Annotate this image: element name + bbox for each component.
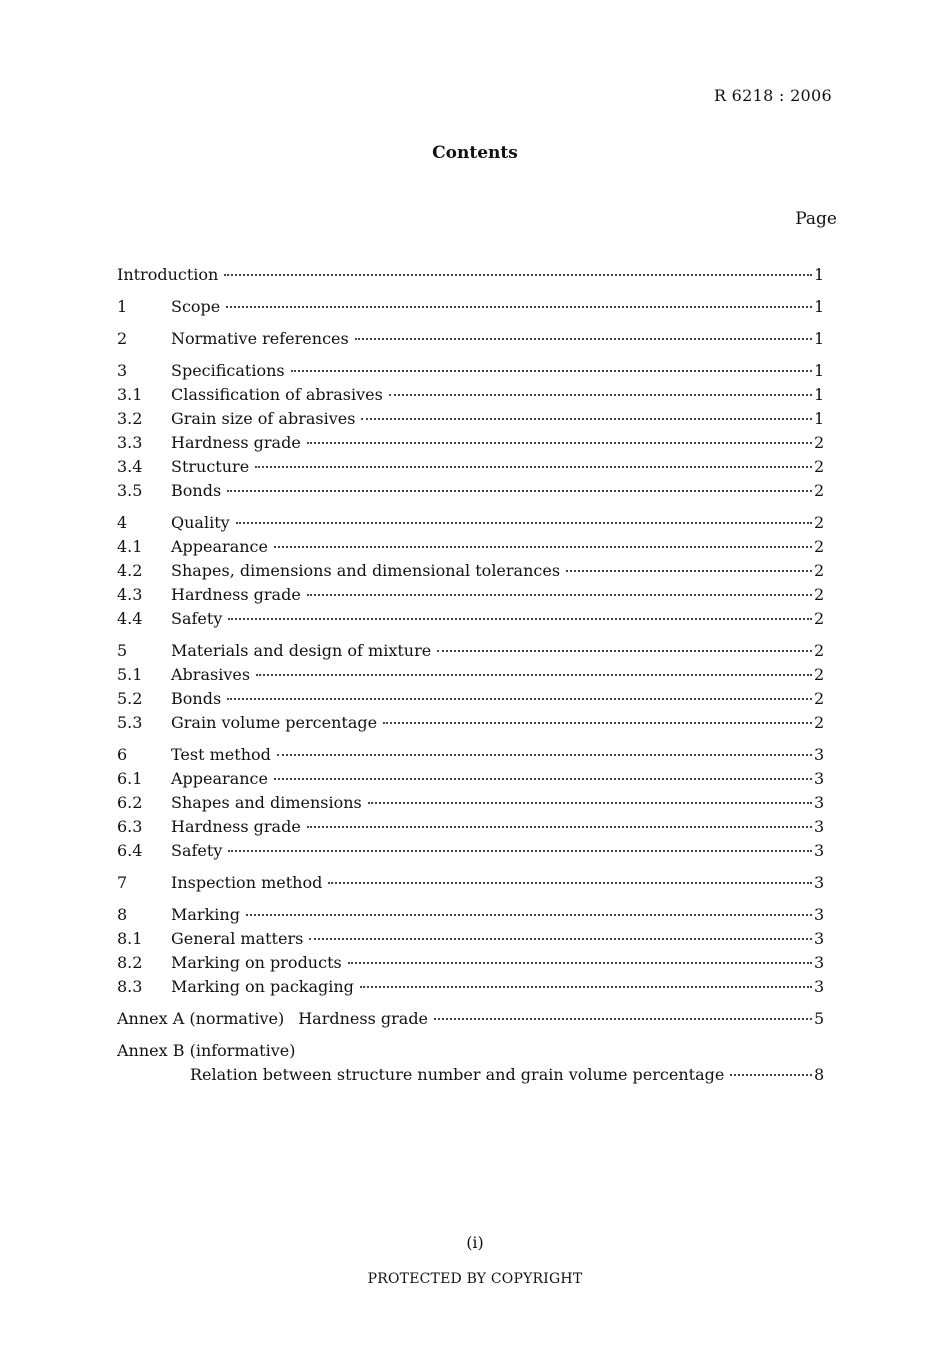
toc-entry-number: 6.4	[117, 841, 143, 860]
toc-entry-number: 4.1	[117, 537, 143, 556]
toc-entry-label: Quality	[171, 513, 230, 532]
toc-entry[interactable]	[117, 359, 824, 383]
toc-group-annex-b	[117, 1039, 824, 1087]
toc-group-7	[117, 871, 824, 895]
toc-entry-page: 2	[814, 457, 825, 476]
dot-leader	[328, 876, 812, 884]
toc-entry-number: 4	[117, 513, 128, 532]
toc-entry-label: Structure	[171, 457, 250, 476]
toc-entry-label: Marking on packaging	[171, 977, 354, 996]
toc-entry-label: Normative references	[171, 329, 349, 348]
toc-entry[interactable]	[117, 383, 824, 407]
toc-group-2	[117, 327, 824, 351]
toc-entry-label: Grain size of abrasives	[171, 409, 356, 428]
toc-entry-label: Hardness grade	[171, 817, 301, 836]
toc-entry-label: Bonds	[171, 481, 222, 500]
toc-entry[interactable]	[117, 791, 824, 815]
dot-leader	[228, 612, 812, 620]
toc-entry-label: Abrasives	[171, 665, 251, 684]
annex-label: Annex A (normative)	[117, 1009, 285, 1028]
dot-leader	[307, 588, 812, 596]
toc-entry-number: 4.2	[117, 561, 143, 580]
toc-entry-number: 8	[117, 905, 128, 924]
toc-entry-page: 2	[814, 689, 825, 708]
toc-entry-page: 1	[814, 297, 825, 316]
toc-entry[interactable]	[117, 839, 824, 863]
toc-entry[interactable]	[117, 511, 824, 535]
dot-leader	[291, 364, 812, 372]
dot-leader	[307, 436, 812, 444]
toc-entry-number: 3.4	[117, 457, 143, 476]
dot-leader	[348, 956, 812, 964]
toc-entry-label: Safety	[171, 841, 223, 860]
toc-entry-label: Safety	[171, 609, 223, 628]
annex-label: Annex B (informative)	[117, 1041, 296, 1060]
toc-entry-annex-a[interactable]	[117, 1007, 824, 1031]
toc-entry-label: Bonds	[171, 689, 222, 708]
toc-entry-label: Classification of abrasives	[171, 385, 383, 404]
toc-entry-label: Test method	[171, 745, 271, 764]
toc-entry[interactable]	[117, 295, 824, 319]
dot-leader	[355, 332, 812, 340]
table-of-contents	[117, 263, 824, 1095]
toc-group-6	[117, 743, 824, 863]
toc-entry[interactable]	[117, 711, 824, 735]
toc-group-3	[117, 359, 824, 503]
toc-entry-page: 2	[814, 665, 825, 684]
toc-entry-number: 6.2	[117, 793, 143, 812]
toc-entry-label: Appearance	[171, 537, 268, 556]
toc-entry-page: 1	[814, 409, 825, 428]
toc-entry[interactable]	[117, 903, 824, 927]
dot-leader	[228, 844, 812, 852]
dot-leader	[226, 300, 812, 308]
toc-group-5	[117, 639, 824, 735]
toc-entry-page: 2	[814, 641, 825, 660]
dot-leader	[360, 980, 812, 988]
toc-entry-label: Specifications	[171, 361, 285, 380]
toc-entry[interactable]	[117, 559, 824, 583]
toc-entry-page: 2	[814, 713, 825, 732]
toc-entry[interactable]	[117, 687, 824, 711]
toc-entry[interactable]	[117, 407, 824, 431]
toc-entry-number: 6.3	[117, 817, 143, 836]
toc-entry-page: 1	[814, 329, 825, 348]
toc-entry-number: 7	[117, 873, 128, 892]
toc-entry[interactable]	[117, 767, 824, 791]
page-title: Contents	[432, 143, 518, 163]
toc-entry-page: 5	[814, 1009, 825, 1028]
toc-entry-number: 4.3	[117, 585, 143, 604]
dot-leader	[437, 644, 812, 652]
toc-entry-page: 2	[814, 585, 825, 604]
toc-entry[interactable]	[117, 663, 824, 687]
toc-entry-page: 2	[814, 609, 825, 628]
annex-title: Hardness grade	[298, 1009, 429, 1028]
toc-entry[interactable]	[117, 607, 824, 631]
toc-entry-page: 2	[814, 481, 825, 500]
dot-leader	[227, 692, 812, 700]
toc-entry-page: 2	[814, 561, 825, 580]
toc-entry-page: 3	[814, 873, 825, 892]
dot-leader	[434, 1012, 812, 1020]
dot-leader	[227, 484, 812, 492]
document-id: R 6218 : 2006	[713, 86, 832, 105]
toc-entry-number: 4.4	[117, 609, 143, 628]
toc-entry[interactable]	[117, 975, 824, 999]
dot-leader	[730, 1068, 812, 1076]
toc-entry[interactable]	[117, 815, 824, 839]
toc-entry-label: Scope	[171, 297, 221, 316]
dot-leader	[246, 908, 812, 916]
toc-entry-number: 3.3	[117, 433, 143, 452]
toc-entry-label: Appearance	[171, 769, 268, 788]
toc-entry[interactable]	[117, 263, 824, 287]
toc-entry-number: 8.3	[117, 977, 143, 996]
toc-group-4	[117, 511, 824, 631]
toc-entry-page: 3	[814, 793, 825, 812]
toc-entry[interactable]	[117, 743, 824, 767]
dot-leader	[368, 796, 812, 804]
toc-entry-number: 6	[117, 745, 128, 764]
toc-entry-page: 2	[814, 537, 825, 556]
toc-entry[interactable]	[117, 583, 824, 607]
dot-leader	[274, 540, 812, 548]
toc-entry-label: Hardness grade	[171, 433, 301, 452]
page-number: (i)	[466, 1233, 484, 1252]
dot-leader	[389, 388, 812, 396]
dot-leader	[236, 516, 812, 524]
toc-entry-label: Hardness grade	[171, 585, 301, 604]
toc-entry[interactable]	[117, 327, 824, 351]
toc-entry-label: Grain volume percentage	[171, 713, 378, 732]
annex-title: Relation between structure number and grain volume percentage	[190, 1065, 725, 1084]
toc-entry-annex-b-heading[interactable]	[117, 1039, 824, 1063]
toc-entry-number: 3.5	[117, 481, 143, 500]
toc-entry-page: 2	[814, 513, 825, 532]
toc-entry[interactable]	[117, 535, 824, 559]
toc-entry-page: 8	[814, 1065, 825, 1084]
toc-entry[interactable]	[117, 871, 824, 895]
toc-entry-number: 8.1	[117, 929, 143, 948]
toc-entry-annex-b[interactable]	[117, 1063, 824, 1087]
toc-entry-page: 3	[814, 841, 825, 860]
toc-entry[interactable]	[117, 639, 824, 663]
copyright-notice: PROTECTED BY COPYRIGHT	[367, 1271, 583, 1287]
toc-entry-label: Shapes and dimensions	[171, 793, 362, 812]
toc-entry-page: 3	[814, 977, 825, 996]
toc-group-1	[117, 295, 824, 319]
dot-leader	[383, 716, 812, 724]
dot-leader	[274, 772, 812, 780]
toc-entry-page: 1	[814, 385, 825, 404]
toc-entry-label: Shapes, dimensions and dimensional tolerances	[171, 561, 561, 580]
toc-group-annex-a	[117, 1007, 824, 1031]
toc-entry-page: 3	[814, 745, 825, 764]
toc-entry-page: 3	[814, 929, 825, 948]
toc-entry-label: Inspection method	[171, 873, 323, 892]
toc-entry-number: 6.1	[117, 769, 143, 788]
toc-entry[interactable]	[117, 455, 824, 479]
toc-entry[interactable]	[117, 927, 824, 951]
dot-leader	[277, 748, 812, 756]
toc-entry-page: 2	[814, 433, 825, 452]
toc-entry-number: 3.2	[117, 409, 143, 428]
toc-entry-number: 8.2	[117, 953, 143, 972]
dot-leader	[255, 460, 812, 468]
toc-entry-label: Introduction	[117, 265, 219, 284]
toc-entry-number: 3	[117, 361, 128, 380]
toc-entry-label: Materials and design of mixture	[171, 641, 432, 660]
toc-entry-page: 1	[814, 361, 825, 380]
toc-entry[interactable]	[117, 431, 824, 455]
toc-entry-page: 1	[814, 265, 825, 284]
toc-entry-page: 3	[814, 769, 825, 788]
dot-leader	[309, 932, 812, 940]
toc-entry-number: 1	[117, 297, 128, 316]
page-column-heading: Page	[795, 209, 837, 229]
toc-group-introduction	[117, 263, 824, 287]
toc-entry-label: Marking	[171, 905, 240, 924]
toc-entry-label: General matters	[171, 929, 304, 948]
toc-entry-number: 5.3	[117, 713, 143, 732]
toc-entry-number: 5.1	[117, 665, 143, 684]
toc-entry-page: 3	[814, 817, 825, 836]
toc-entry-page: 3	[814, 953, 825, 972]
toc-entry[interactable]	[117, 479, 824, 503]
toc-entry[interactable]	[117, 951, 824, 975]
dot-leader	[307, 820, 812, 828]
toc-entry-page: 3	[814, 905, 825, 924]
toc-entry-number: 5	[117, 641, 128, 660]
toc-entry-number: 3.1	[117, 385, 143, 404]
dot-leader	[566, 564, 812, 572]
toc-group-8	[117, 903, 824, 999]
toc-entry-number: 5.2	[117, 689, 143, 708]
dot-leader	[361, 412, 812, 420]
toc-entry-label: Marking on products	[171, 953, 342, 972]
dot-leader	[224, 268, 812, 276]
toc-entry-number: 2	[117, 329, 128, 348]
dot-leader	[256, 668, 812, 676]
